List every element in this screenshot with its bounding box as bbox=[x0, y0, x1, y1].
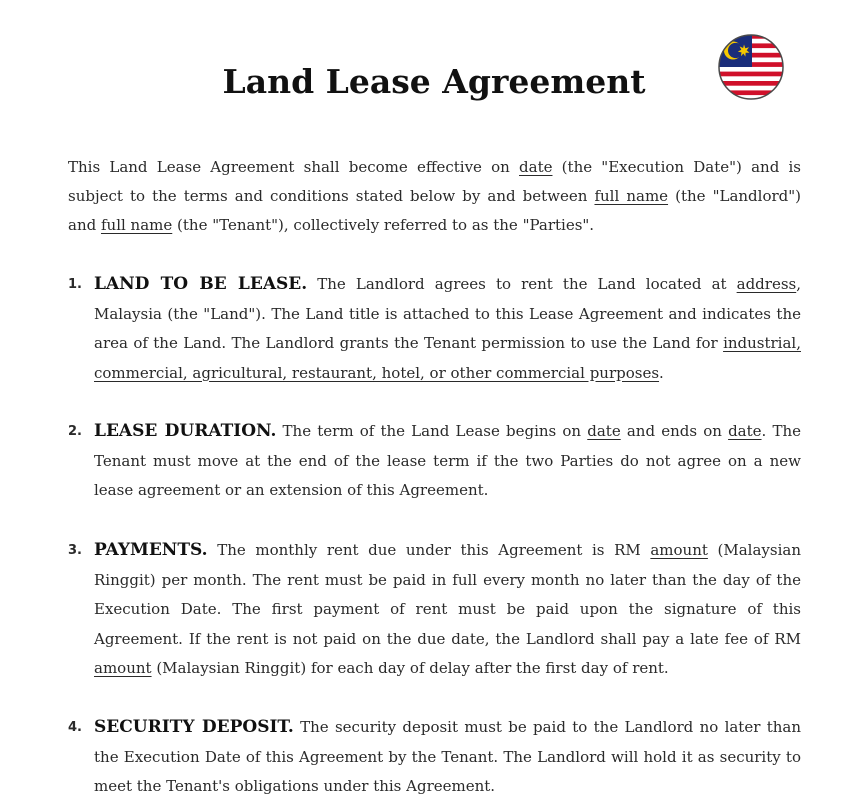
section-text: . bbox=[659, 363, 664, 382]
section-text: (Malaysian Ringgit) per month. The rent must be paid in full every month no later than the day of the Execution Date. The first payment of rent must be paid upon the signature of this Agreement. If the rent is not paid on the due date, the Landlord shall pay a late fee of RM bbox=[94, 541, 801, 648]
section-security-deposit bbox=[68, 713, 801, 802]
intro-paragraph bbox=[68, 153, 801, 240]
rent-amount-field: amount bbox=[650, 541, 708, 559]
section-number: 2. bbox=[68, 424, 82, 439]
malaysia-flag-icon bbox=[718, 34, 784, 100]
section-text: (Malaysian Ringgit) for each day of delay after the first day of rent. bbox=[151, 659, 669, 677]
section-heading: SECURITY DEPOSIT. bbox=[94, 717, 294, 737]
document-title: Land Lease Agreement bbox=[222, 62, 646, 101]
section-text: and ends on bbox=[620, 422, 729, 440]
section-heading: LAND TO BE LEASE. bbox=[94, 274, 308, 294]
end-date-field: date bbox=[728, 422, 762, 440]
tenant-name-field: full name bbox=[100, 216, 173, 234]
intro-text: (the "Tenant"), collectively referred to as the "Parties". bbox=[172, 216, 595, 234]
landlord-name-field: full name bbox=[594, 187, 669, 205]
section-text: The monthly rent due under this Agreement is RM bbox=[207, 541, 651, 559]
address-field: address bbox=[736, 275, 797, 293]
section-number: 3. bbox=[68, 543, 82, 558]
section-number: 1. bbox=[68, 277, 82, 292]
section-heading: LEASE DURATION. bbox=[94, 421, 277, 441]
intro-text: This Land Lease Agreement shall become effective on bbox=[68, 158, 520, 176]
intro-text: (the "Execution Date") and is subject to the terms and conditions stated below by and between bbox=[68, 158, 801, 205]
section-text: The Landlord agrees to rent the Land located at bbox=[307, 275, 737, 293]
section-heading: PAYMENTS. bbox=[94, 540, 208, 560]
intro-text: (the "Landlord") and bbox=[68, 187, 802, 234]
section-lease-duration bbox=[68, 417, 801, 506]
section-payments bbox=[68, 536, 801, 684]
late-fee-amount-field: amount bbox=[94, 659, 152, 677]
section-text: The security deposit must be paid to the Landlord no later than the Execution Date of this Agreement by the Tenant. The Landlord will hold it as security to meet the Tenant's obligations under this Agreement. bbox=[94, 718, 801, 795]
section-text: The term of the Land Lease begins on bbox=[276, 422, 588, 440]
purpose-field: industrial, commercial, agricultural, restaurant, hotel, or other commercial purposes bbox=[94, 334, 801, 382]
execution-date-field: date bbox=[519, 158, 553, 176]
start-date-field: date bbox=[587, 422, 621, 440]
section-number: 4. bbox=[68, 720, 82, 735]
section-text: , Malaysia (the "Land"). The Land title is attached to this Lease Agreement and indicates the area of the Land. The Landlord grants the Tenant permission to use the Land for bbox=[94, 275, 801, 352]
section-land-to-be-lease bbox=[68, 270, 801, 388]
section-text: . The Tenant must move at the end of the lease term if the two Parties do not agree on a new lease agreement or an extension of this Agreement. bbox=[94, 422, 801, 499]
